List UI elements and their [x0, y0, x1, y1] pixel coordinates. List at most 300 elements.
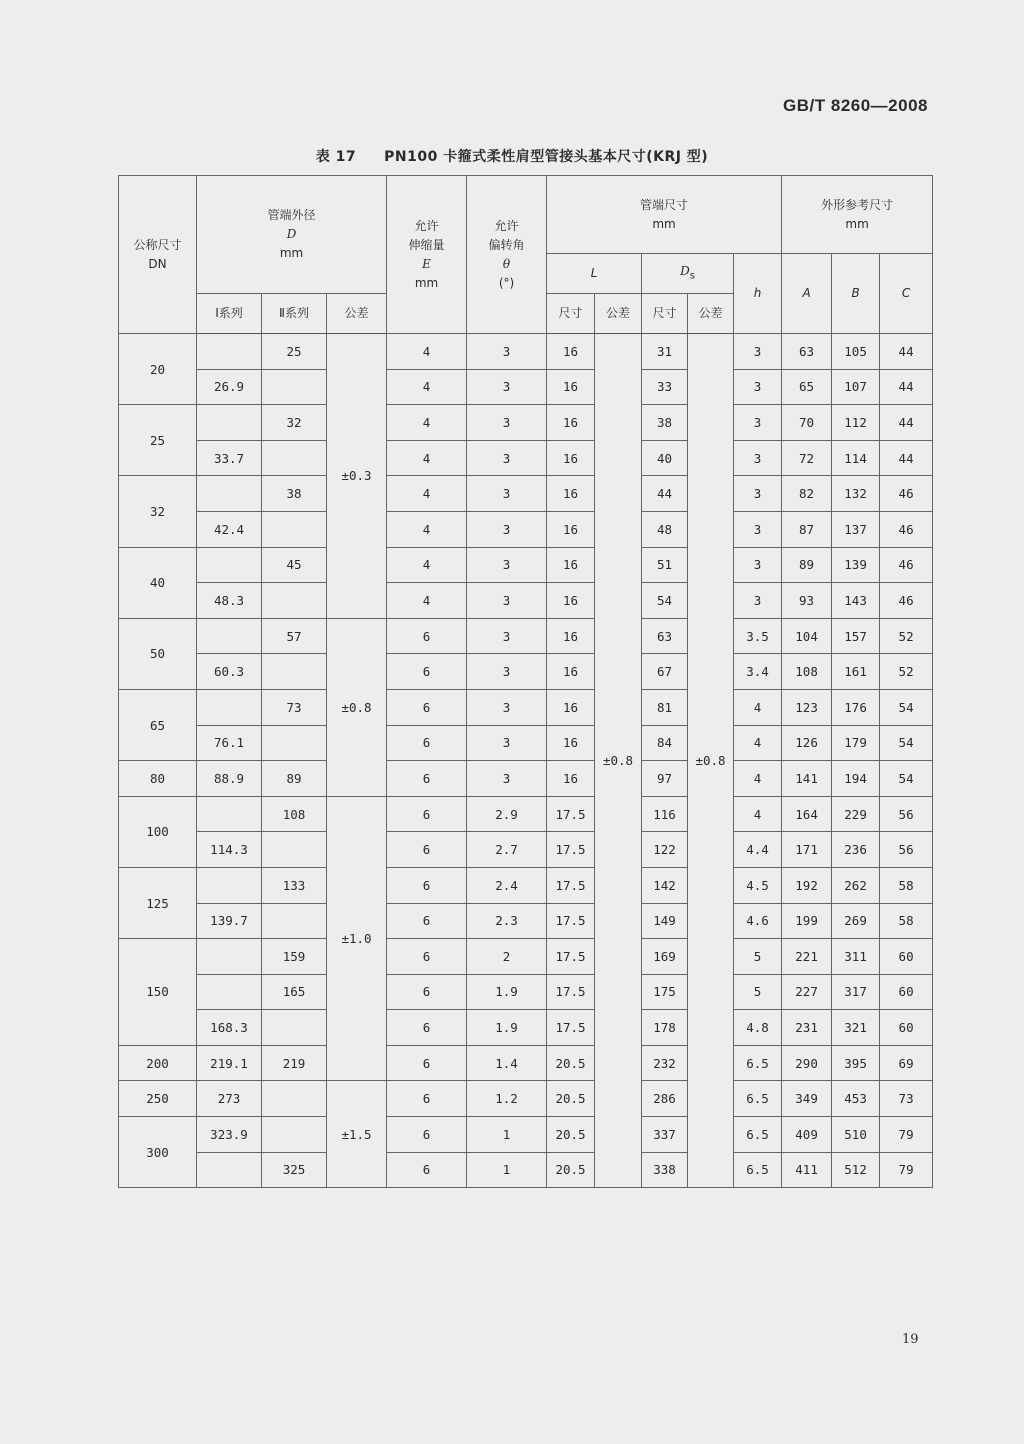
- cell-a: 199: [782, 903, 832, 939]
- cell-c: 44: [880, 440, 933, 476]
- cell-b: 510: [832, 1117, 880, 1153]
- cell-series-2: [262, 832, 327, 868]
- cell-h: 3: [734, 583, 782, 619]
- cell-h: 6.5: [734, 1045, 782, 1081]
- cell-a: 349: [782, 1081, 832, 1117]
- cell-dn: 300: [119, 1117, 197, 1188]
- cell-dn: 200: [119, 1045, 197, 1081]
- cell-b: 112: [832, 405, 880, 441]
- cell-ds-size: 48: [642, 511, 688, 547]
- table-row: [119, 903, 933, 939]
- cell-a: 87: [782, 511, 832, 547]
- cell-a: 126: [782, 725, 832, 761]
- cell-deflection: 1.4: [467, 1045, 547, 1081]
- cell-series-1: 76.1: [197, 725, 262, 761]
- cell-ds-size: 232: [642, 1045, 688, 1081]
- cell-series-1: [197, 796, 262, 832]
- cell-h: 4.6: [734, 903, 782, 939]
- cell-ds-size: 63: [642, 618, 688, 654]
- cell-h: 4.4: [734, 832, 782, 868]
- cell-dn: 125: [119, 867, 197, 938]
- cell-series-1: 168.3: [197, 1010, 262, 1046]
- cell-series-1: 139.7: [197, 903, 262, 939]
- header-series-2: Ⅱ系列: [262, 294, 327, 334]
- table-header: [119, 176, 933, 334]
- cell-expansion: 6: [387, 1152, 467, 1188]
- cell-a: 123: [782, 689, 832, 725]
- cell-c: 46: [880, 476, 933, 512]
- cell-expansion: 6: [387, 725, 467, 761]
- cell-ds-size: 81: [642, 689, 688, 725]
- table-row: [119, 334, 933, 370]
- cell-d-tolerance: ±1.5: [327, 1081, 387, 1188]
- table-body: [119, 334, 933, 1188]
- cell-b: 229: [832, 796, 880, 832]
- cell-l-size: 16: [547, 618, 595, 654]
- cell-ds-size: 54: [642, 583, 688, 619]
- cell-c: 69: [880, 1045, 933, 1081]
- cell-dn: 150: [119, 939, 197, 1046]
- cell-dn: 65: [119, 689, 197, 760]
- cell-series-2: [262, 903, 327, 939]
- cell-ds-tolerance: ±0.8: [688, 334, 734, 1188]
- table-row: [119, 867, 933, 903]
- standard-code: GB/T 8260—2008: [783, 96, 928, 115]
- cell-series-2: 325: [262, 1152, 327, 1188]
- cell-ds-size: 67: [642, 654, 688, 690]
- header-pipe-end-size: 管端尺寸 mm: [547, 176, 782, 254]
- cell-deflection: 3: [467, 405, 547, 441]
- table-row: [119, 725, 933, 761]
- cell-l-size: 16: [547, 725, 595, 761]
- cell-deflection: 2.4: [467, 867, 547, 903]
- table-row: [119, 1117, 933, 1153]
- cell-b: 132: [832, 476, 880, 512]
- cell-series-2: 159: [262, 939, 327, 975]
- cell-b: 311: [832, 939, 880, 975]
- cell-h: 3: [734, 334, 782, 370]
- cell-ds-size: 337: [642, 1117, 688, 1153]
- cell-series-1: 323.9: [197, 1117, 262, 1153]
- cell-l-size: 17.5: [547, 939, 595, 975]
- cell-ds-size: 97: [642, 761, 688, 797]
- cell-a: 108: [782, 654, 832, 690]
- cell-expansion: 4: [387, 511, 467, 547]
- cell-b: 176: [832, 689, 880, 725]
- cell-dn: 20: [119, 334, 197, 405]
- cell-deflection: 3: [467, 761, 547, 797]
- cell-deflection: 3: [467, 547, 547, 583]
- cell-b: 139: [832, 547, 880, 583]
- page-number: 19: [902, 1332, 919, 1347]
- cell-series-2: 25: [262, 334, 327, 370]
- cell-b: 269: [832, 903, 880, 939]
- cell-a: 141: [782, 761, 832, 797]
- table-row: [119, 1081, 933, 1117]
- header-dn: 公称尺寸 DN: [119, 176, 197, 334]
- cell-l-size: 17.5: [547, 796, 595, 832]
- cell-series-1: [197, 939, 262, 975]
- cell-expansion: 4: [387, 369, 467, 405]
- header-deflection-angle: 允许 偏转角 θ (°): [467, 176, 547, 334]
- cell-d-tolerance: ±0.3: [327, 334, 387, 619]
- cell-series-2: 73: [262, 689, 327, 725]
- cell-series-1: 60.3: [197, 654, 262, 690]
- cell-series-1: 48.3: [197, 583, 262, 619]
- cell-l-size: 17.5: [547, 1010, 595, 1046]
- cell-series-2: [262, 511, 327, 547]
- cell-expansion: 4: [387, 334, 467, 370]
- cell-expansion: 4: [387, 440, 467, 476]
- cell-series-1: 88.9: [197, 761, 262, 797]
- cell-h: 4.5: [734, 867, 782, 903]
- cell-series-2: [262, 654, 327, 690]
- cell-b: 143: [832, 583, 880, 619]
- cell-a: 65: [782, 369, 832, 405]
- cell-h: 3.4: [734, 654, 782, 690]
- cell-c: 58: [880, 903, 933, 939]
- cell-h: 6.5: [734, 1081, 782, 1117]
- cell-dn: 32: [119, 476, 197, 547]
- cell-ds-size: 169: [642, 939, 688, 975]
- cell-h: 4: [734, 796, 782, 832]
- cell-h: 3.5: [734, 618, 782, 654]
- cell-h: 3: [734, 369, 782, 405]
- header-reference-size: 外形参考尺寸 mm: [782, 176, 933, 254]
- cell-expansion: 4: [387, 405, 467, 441]
- table-row: [119, 476, 933, 512]
- cell-series-2: [262, 583, 327, 619]
- cell-l-size: 16: [547, 440, 595, 476]
- cell-series-1: 26.9: [197, 369, 262, 405]
- table-row: [119, 511, 933, 547]
- cell-dn: 50: [119, 618, 197, 689]
- cell-expansion: 6: [387, 1081, 467, 1117]
- cell-c: 44: [880, 334, 933, 370]
- cell-b: 114: [832, 440, 880, 476]
- table-row: [119, 796, 933, 832]
- cell-b: 262: [832, 867, 880, 903]
- cell-a: 104: [782, 618, 832, 654]
- cell-deflection: 2.7: [467, 832, 547, 868]
- cell-ds-size: 44: [642, 476, 688, 512]
- table-number: 表 17: [315, 149, 357, 165]
- cell-b: 317: [832, 974, 880, 1010]
- cell-deflection: 3: [467, 440, 547, 476]
- header-ds-size: 尺寸: [642, 294, 688, 334]
- cell-h: 4: [734, 725, 782, 761]
- cell-b: 453: [832, 1081, 880, 1117]
- cell-series-1: 42.4: [197, 511, 262, 547]
- cell-c: 60: [880, 939, 933, 975]
- header-ds: $D_s$: [642, 254, 734, 294]
- cell-expansion: 6: [387, 974, 467, 1010]
- cell-deflection: 1.9: [467, 974, 547, 1010]
- cell-deflection: 3: [467, 511, 547, 547]
- cell-a: 409: [782, 1117, 832, 1153]
- cell-ds-size: 286: [642, 1081, 688, 1117]
- cell-d-tolerance: ±0.8: [327, 618, 387, 796]
- cell-l-size: 20.5: [547, 1081, 595, 1117]
- cell-b: 194: [832, 761, 880, 797]
- cell-d-tolerance: ±1.0: [327, 796, 387, 1081]
- cell-c: 58: [880, 867, 933, 903]
- table-row: [119, 1045, 933, 1081]
- table-row: [119, 761, 933, 797]
- cell-h: 3: [734, 511, 782, 547]
- cell-l-size: 20.5: [547, 1117, 595, 1153]
- cell-series-2: 89: [262, 761, 327, 797]
- cell-expansion: 4: [387, 547, 467, 583]
- cell-c: 56: [880, 832, 933, 868]
- cell-deflection: 1: [467, 1152, 547, 1188]
- cell-ds-size: 338: [642, 1152, 688, 1188]
- cell-l-size: 16: [547, 334, 595, 370]
- cell-l-size: 16: [547, 511, 595, 547]
- cell-c: 60: [880, 974, 933, 1010]
- cell-c: 44: [880, 405, 933, 441]
- header-b: B: [832, 254, 880, 334]
- cell-l-size: 16: [547, 654, 595, 690]
- cell-ds-size: 122: [642, 832, 688, 868]
- cell-expansion: 6: [387, 903, 467, 939]
- cell-ds-size: 51: [642, 547, 688, 583]
- cell-expansion: 6: [387, 1045, 467, 1081]
- cell-ds-size: 84: [642, 725, 688, 761]
- cell-series-2: [262, 725, 327, 761]
- cell-series-1: 273: [197, 1081, 262, 1117]
- header-l-tolerance: 公差: [595, 294, 642, 334]
- cell-expansion: 4: [387, 583, 467, 619]
- cell-l-size: 17.5: [547, 867, 595, 903]
- cell-series-1: [197, 476, 262, 512]
- cell-deflection: 1.2: [467, 1081, 547, 1117]
- cell-expansion: 6: [387, 867, 467, 903]
- cell-expansion: 6: [387, 796, 467, 832]
- cell-series-2: [262, 1010, 327, 1046]
- cell-l-size: 17.5: [547, 974, 595, 1010]
- cell-a: 82: [782, 476, 832, 512]
- cell-dn: 80: [119, 761, 197, 797]
- cell-deflection: 3: [467, 725, 547, 761]
- cell-h: 5: [734, 974, 782, 1010]
- cell-l-size: 16: [547, 369, 595, 405]
- cell-h: 6.5: [734, 1152, 782, 1188]
- cell-l-size: 17.5: [547, 903, 595, 939]
- cell-expansion: 6: [387, 618, 467, 654]
- cell-expansion: 6: [387, 1010, 467, 1046]
- cell-expansion: 6: [387, 689, 467, 725]
- cell-deflection: 2: [467, 939, 547, 975]
- header-series-1: Ⅰ系列: [197, 294, 262, 334]
- cell-dn: 25: [119, 405, 197, 476]
- cell-series-1: 33.7: [197, 440, 262, 476]
- cell-expansion: 4: [387, 476, 467, 512]
- cell-dn: 100: [119, 796, 197, 867]
- cell-deflection: 3: [467, 369, 547, 405]
- table-row: [119, 939, 933, 975]
- cell-series-2: [262, 1081, 327, 1117]
- cell-series-1: [197, 405, 262, 441]
- cell-deflection: 2.9: [467, 796, 547, 832]
- cell-deflection: 1: [467, 1117, 547, 1153]
- table-row: [119, 440, 933, 476]
- cell-series-1: 114.3: [197, 832, 262, 868]
- cell-series-1: [197, 1152, 262, 1188]
- cell-series-2: [262, 369, 327, 405]
- cell-b: 161: [832, 654, 880, 690]
- cell-a: 171: [782, 832, 832, 868]
- cell-series-1: [197, 334, 262, 370]
- table-row: [119, 618, 933, 654]
- cell-c: 79: [880, 1117, 933, 1153]
- cell-series-2: [262, 1117, 327, 1153]
- cell-l-size: 17.5: [547, 832, 595, 868]
- cell-c: 54: [880, 689, 933, 725]
- cell-a: 411: [782, 1152, 832, 1188]
- cell-a: 63: [782, 334, 832, 370]
- cell-series-2: 219: [262, 1045, 327, 1081]
- cell-deflection: 3: [467, 476, 547, 512]
- cell-expansion: 6: [387, 832, 467, 868]
- header-expansion: 允许 伸缩量 E mm: [387, 176, 467, 334]
- cell-c: 44: [880, 369, 933, 405]
- cell-expansion: 6: [387, 654, 467, 690]
- cell-b: 512: [832, 1152, 880, 1188]
- cell-series-1: [197, 974, 262, 1010]
- cell-a: 164: [782, 796, 832, 832]
- table-row: [119, 547, 933, 583]
- cell-c: 46: [880, 583, 933, 619]
- cell-c: 79: [880, 1152, 933, 1188]
- cell-series-2: 165: [262, 974, 327, 1010]
- header-l-size: 尺寸: [547, 294, 595, 334]
- cell-c: 52: [880, 618, 933, 654]
- cell-series-2: 38: [262, 476, 327, 512]
- cell-a: 70: [782, 405, 832, 441]
- cell-h: 6.5: [734, 1117, 782, 1153]
- cell-expansion: 6: [387, 1117, 467, 1153]
- cell-ds-size: 31: [642, 334, 688, 370]
- cell-a: 72: [782, 440, 832, 476]
- header-a: A: [782, 254, 832, 334]
- table-row: [119, 689, 933, 725]
- table-row: [119, 832, 933, 868]
- cell-ds-size: 33: [642, 369, 688, 405]
- cell-h: 4: [734, 761, 782, 797]
- cell-b: 321: [832, 1010, 880, 1046]
- cell-series-2: 45: [262, 547, 327, 583]
- cell-l-size: 16: [547, 689, 595, 725]
- cell-c: 46: [880, 547, 933, 583]
- cell-b: 179: [832, 725, 880, 761]
- cell-series-1: 219.1: [197, 1045, 262, 1081]
- cell-expansion: 6: [387, 939, 467, 975]
- cell-deflection: 1.9: [467, 1010, 547, 1046]
- header-pipe-outer-diameter: 管端外径 D mm: [197, 176, 387, 294]
- table-row: [119, 1152, 933, 1188]
- cell-ds-size: 116: [642, 796, 688, 832]
- cell-l-size: 20.5: [547, 1152, 595, 1188]
- cell-l-size: 16: [547, 405, 595, 441]
- header-c: C: [880, 254, 933, 334]
- cell-l-size: 20.5: [547, 1045, 595, 1081]
- cell-h: 3: [734, 405, 782, 441]
- cell-h: 3: [734, 476, 782, 512]
- cell-series-1: [197, 867, 262, 903]
- cell-deflection: 3: [467, 583, 547, 619]
- cell-ds-size: 40: [642, 440, 688, 476]
- cell-ds-size: 149: [642, 903, 688, 939]
- cell-series-1: [197, 547, 262, 583]
- cell-c: 60: [880, 1010, 933, 1046]
- table-row: [119, 974, 933, 1010]
- cell-c: 56: [880, 796, 933, 832]
- cell-c: 52: [880, 654, 933, 690]
- dimension-table: [118, 175, 933, 1188]
- cell-series-2: 133: [262, 867, 327, 903]
- cell-deflection: 3: [467, 618, 547, 654]
- table-row: [119, 405, 933, 441]
- cell-ds-size: 142: [642, 867, 688, 903]
- table-row: [119, 583, 933, 619]
- header-d-tolerance: 公差: [327, 294, 387, 334]
- cell-c: 73: [880, 1081, 933, 1117]
- cell-b: 137: [832, 511, 880, 547]
- cell-dn: 40: [119, 547, 197, 618]
- cell-l-size: 16: [547, 476, 595, 512]
- cell-deflection: 3: [467, 654, 547, 690]
- cell-a: 227: [782, 974, 832, 1010]
- cell-ds-size: 175: [642, 974, 688, 1010]
- cell-h: 4: [734, 689, 782, 725]
- cell-a: 231: [782, 1010, 832, 1046]
- cell-deflection: 3: [467, 334, 547, 370]
- cell-h: 3: [734, 547, 782, 583]
- table-title: [0, 146, 1024, 166]
- cell-series-1: [197, 689, 262, 725]
- cell-c: 54: [880, 761, 933, 797]
- cell-b: 395: [832, 1045, 880, 1081]
- cell-h: 3: [734, 440, 782, 476]
- cell-ds-size: 178: [642, 1010, 688, 1046]
- cell-b: 236: [832, 832, 880, 868]
- cell-l-tolerance: ±0.8: [595, 334, 642, 1188]
- cell-c: 46: [880, 511, 933, 547]
- table-title-text: PN100 卡箍式柔性肩型管接头基本尺寸(KRJ 型): [384, 149, 709, 165]
- cell-l-size: 16: [547, 583, 595, 619]
- cell-b: 107: [832, 369, 880, 405]
- cell-h: 5: [734, 939, 782, 975]
- cell-deflection: 2.3: [467, 903, 547, 939]
- cell-a: 192: [782, 867, 832, 903]
- cell-a: 290: [782, 1045, 832, 1081]
- cell-series-2: 108: [262, 796, 327, 832]
- cell-ds-size: 38: [642, 405, 688, 441]
- cell-expansion: 6: [387, 761, 467, 797]
- table-row: [119, 654, 933, 690]
- cell-deflection: 3: [467, 689, 547, 725]
- cell-a: 93: [782, 583, 832, 619]
- cell-series-2: [262, 440, 327, 476]
- cell-b: 105: [832, 334, 880, 370]
- cell-series-2: 32: [262, 405, 327, 441]
- cell-h: 4.8: [734, 1010, 782, 1046]
- header-l: L: [547, 254, 642, 294]
- cell-c: 54: [880, 725, 933, 761]
- table-row: [119, 369, 933, 405]
- cell-series-1: [197, 618, 262, 654]
